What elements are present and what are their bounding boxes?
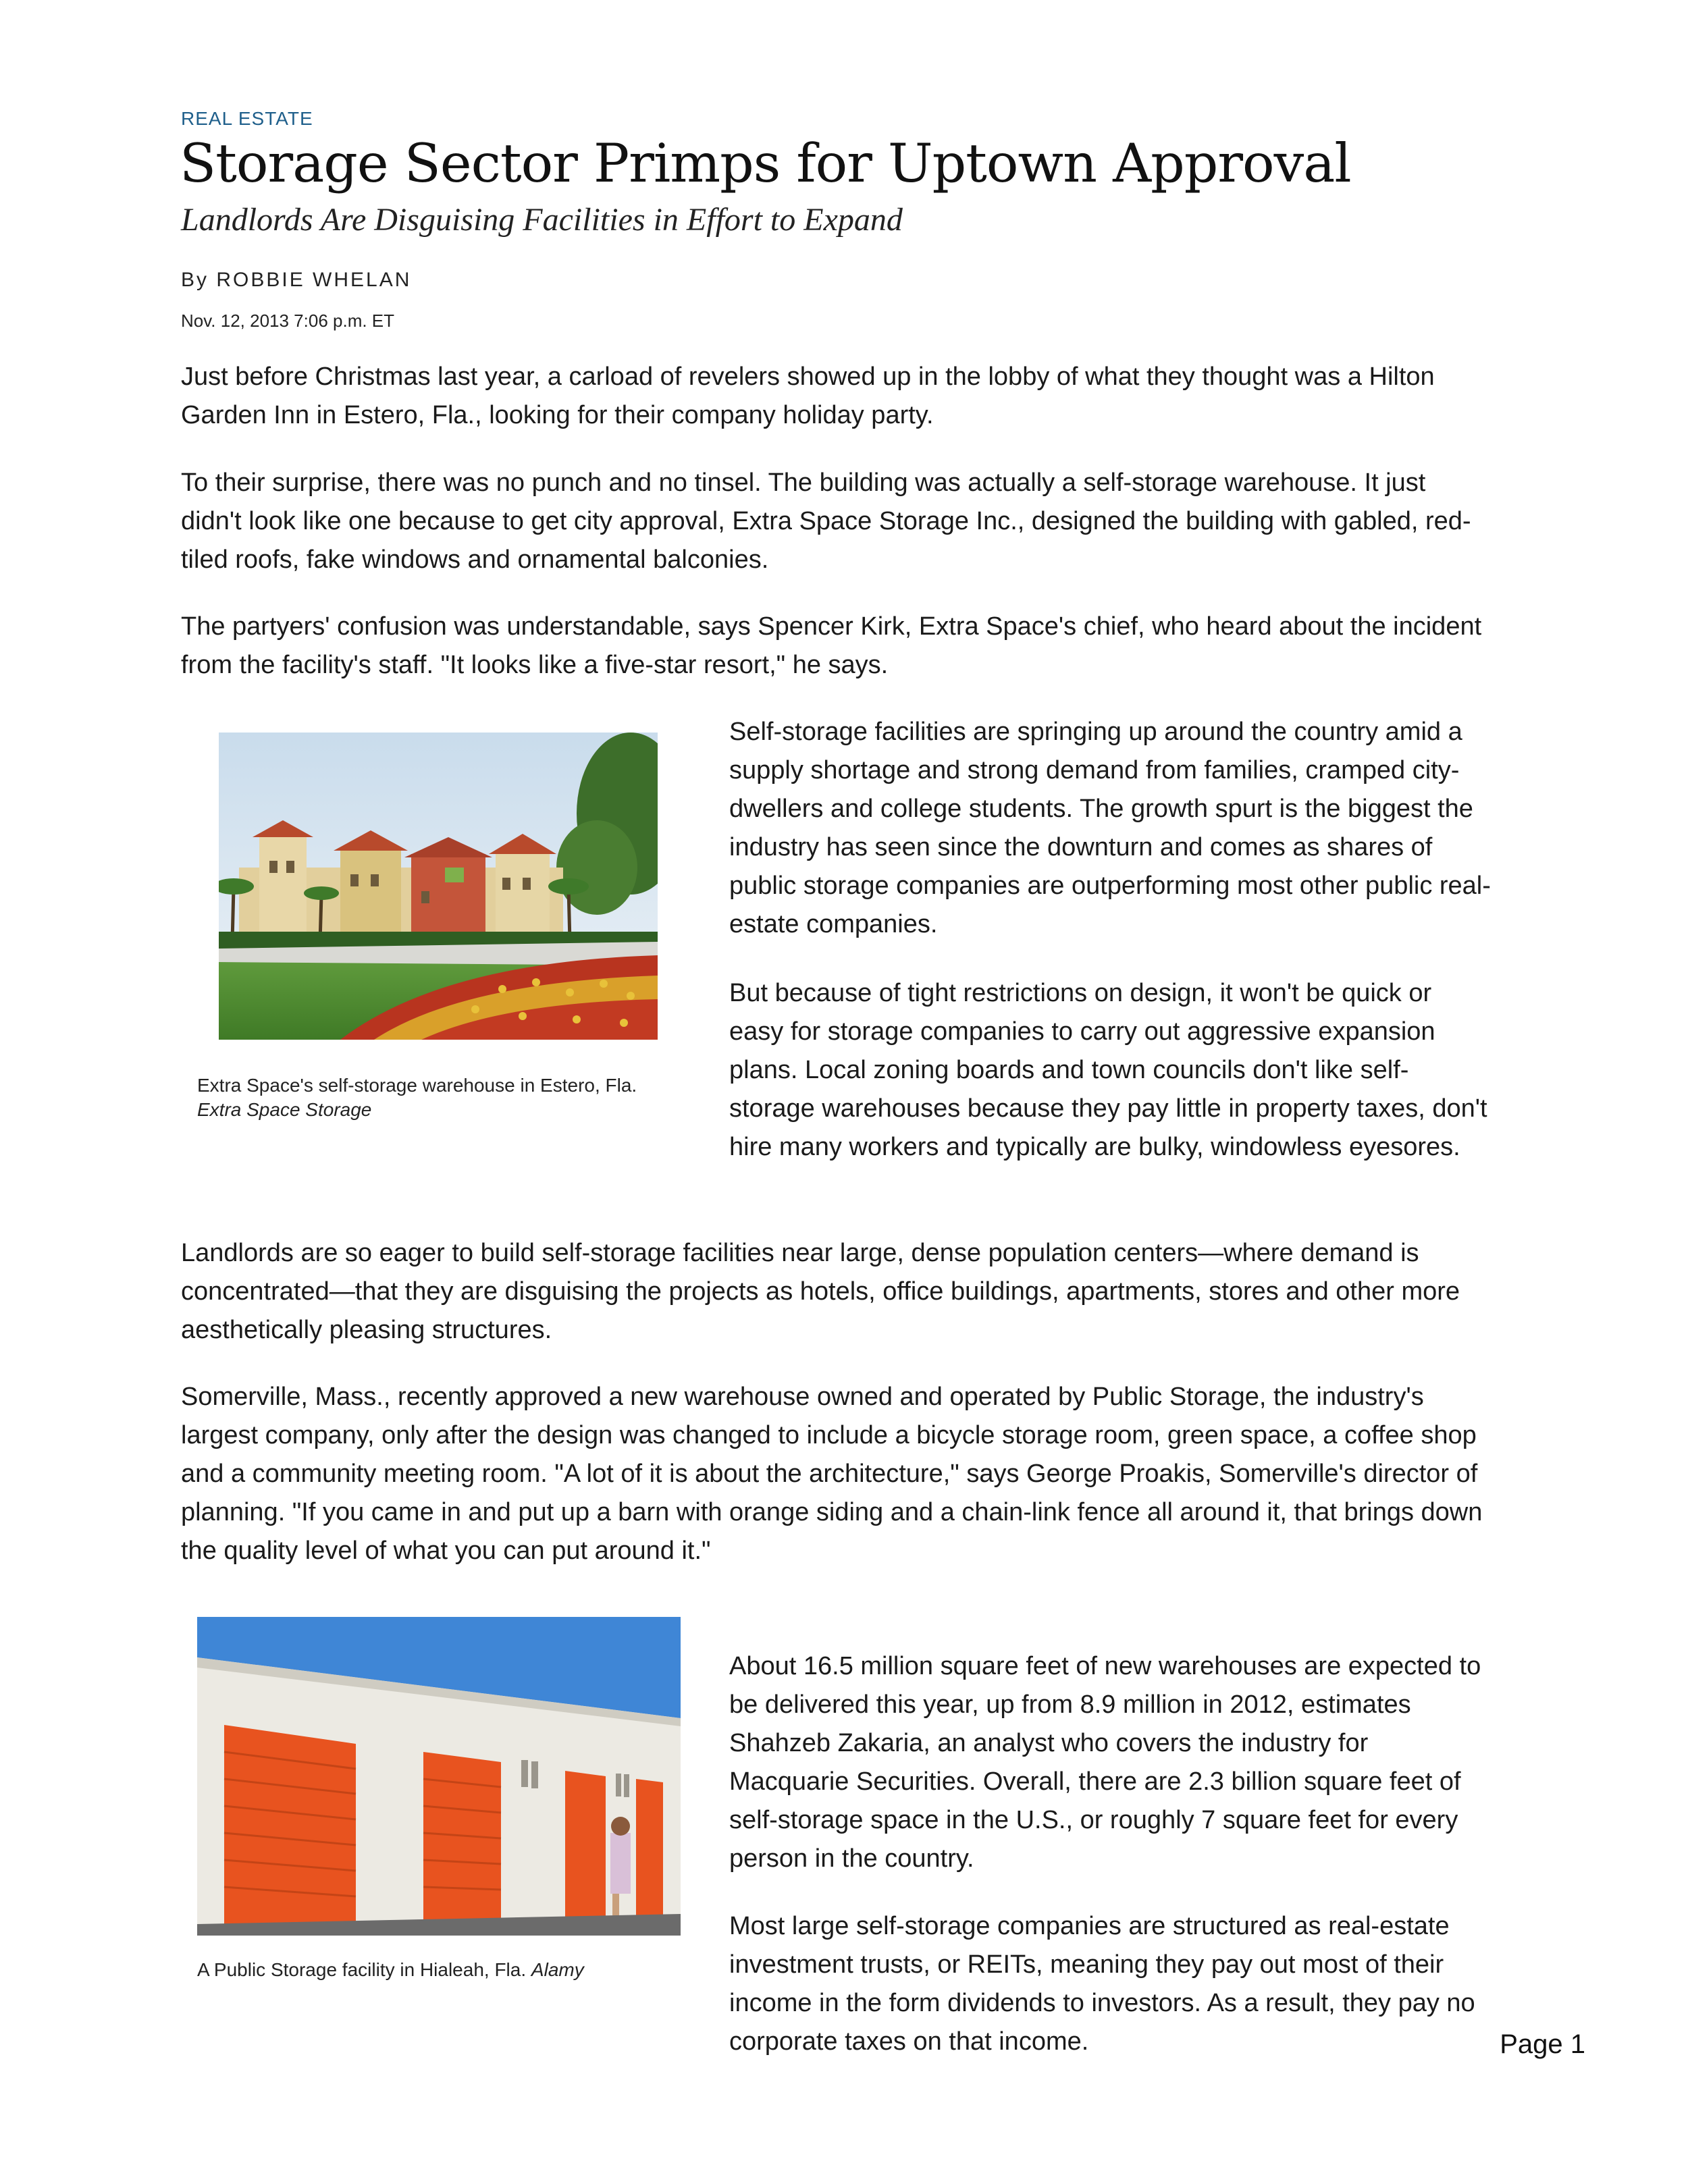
headline: Storage Sector Primps for Uptown Approval bbox=[180, 132, 1351, 194]
section-label[interactable]: REAL ESTATE bbox=[181, 108, 313, 129]
paragraph-2: To their surprise, there was no punch and no tinsel. The building was actually a self-storage warehouse. It just didn't look like one because to get city approval, Extra Space Storage Inc., designed the building with gabled, red-tiled roofs, fake windows and ornamental balconies. bbox=[181, 469, 1471, 574]
dateline: Nov. 12, 2013 7:06 p.m. ET bbox=[181, 311, 395, 331]
page-number: Page 1 bbox=[1500, 2029, 1585, 2059]
paragraph-5: But because of tight restrictions on design, it won't be quick or easy for storage companies to carry out aggressive expansion plans. Local zoning boards and town councils don't like self-storage warehouses because they pay little in property taxes, don't hire many workers and typically are bulky, windowless eyesores. bbox=[729, 979, 1487, 1161]
photo2-caption-text: A Public Storage facility in Hialeah, Fla. bbox=[197, 1959, 527, 1980]
paragraph-7: Somerville, Mass., recently approved a new warehouse owned and operated by Public Storage, the industry's largest company, only after the design was changed to include a bicycle storage room, green space, a coffee shop and a community meeting room. "A lot of it is about the architecture," says George Proakis, Somerville's director of planning. "If you came in and put up a barn with orange siding and a chain-link fence all around it, that brings down the quality level of what you can put around it." bbox=[181, 1383, 1483, 1565]
paragraph-8: About 16.5 million square feet of new warehouses are expected to be delivered this year, up from 8.9 million in 2012, estimates Shahzeb Zakaria, an analyst who covers the industry for Macquarie Securities. Overall, there are 2.3 billion square feet of self-storage space in the U.S., or roughly 7 square feet for every person in the country. bbox=[729, 1652, 1481, 1873]
photo-public-storage-facility bbox=[197, 1617, 681, 1936]
photo2-caption bbox=[197, 1958, 683, 1982]
paragraph-3: The partyers' confusion was understandable, says Spencer Kirk, Extra Space's chief, who heard about the incident from the facility's staff. "It looks like a five-star resort," he says. bbox=[181, 612, 1482, 679]
photo1-caption-text: Extra Space's self-storage warehouse in Estero, Fla. bbox=[197, 1075, 637, 1096]
byline[interactable]: By ROBBIE WHELAN bbox=[181, 269, 412, 291]
storage-units-image bbox=[197, 1617, 681, 1936]
paragraph-4: Self-storage facilities are springing up around the country amid a supply shortage and strong demand from families, cramped city-dwellers and college students. The growth spurt is the biggest the industry has seen since the downturn and comes as shares of public storage companies are outperforming most other public real-estate companies. bbox=[729, 718, 1491, 938]
subheadline: Landlords Are Disguising Facilities in Effort to Expand bbox=[181, 202, 903, 238]
photo1-credit: Extra Space Storage bbox=[197, 1099, 372, 1120]
paragraph-9: Most large self-storage companies are structured as real-estate investment trusts, or REITs, meaning they pay out most of their income in the form dividends to investors. As a result, they pay no corporate taxes on that income. bbox=[729, 1912, 1475, 2056]
paragraph-1: Just before Christmas last year, a carload of revelers showed up in the lobby of what they thought was a Hilton Garden Inn in Estero, Fla., looking for their company holiday party. bbox=[181, 363, 1435, 429]
photo1-caption bbox=[197, 1073, 683, 1122]
paragraph-6: Landlords are so eager to build self-storage facilities near large, dense population centers—where demand is concentrated—that they are disguising the projects as hotels, office buildings, apartments, stores and other more aesthetically pleasing structures. bbox=[181, 1239, 1460, 1344]
warehouse-resort-image bbox=[219, 733, 658, 1040]
photo-extra-space-warehouse bbox=[219, 733, 658, 1040]
photo2-credit: Alamy bbox=[531, 1959, 584, 1980]
